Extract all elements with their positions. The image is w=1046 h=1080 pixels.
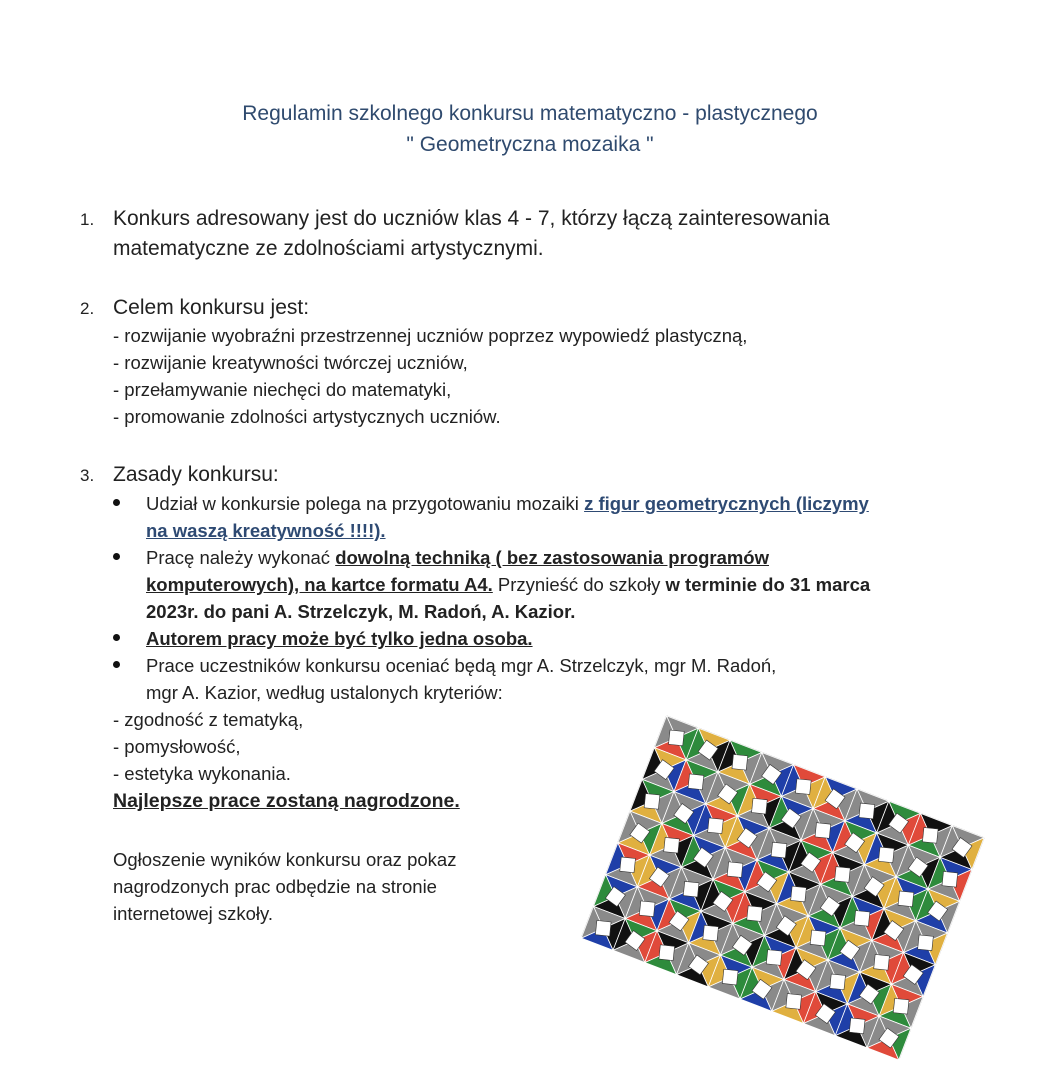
mosaic-square [859,803,875,819]
bullet-icon [113,634,120,641]
mosaic-square [795,779,811,795]
mosaic-square [688,774,704,790]
mosaic-square [722,969,738,985]
mosaic-square [898,891,914,907]
rule-2-format: komputerowych), na kartce formatu A4. [146,574,493,595]
mosaic-square [786,994,802,1010]
mosaic-square [727,862,743,878]
section-2-heading: Celem konkursu jest: [113,296,310,319]
mosaic-square [703,925,719,941]
mosaic-square [810,930,826,946]
mosaic-square [835,867,851,883]
section-1-line-1: Konkurs adresowany jest do uczniów klas 4 - 7, którzy łączą zainteresowania [113,207,830,230]
goal-item: - promowanie zdolności artystycznych uczniów. [113,406,501,427]
mosaic-square [830,974,846,990]
rule-4-line-1: Prace uczestników konkursu oceniać będą mgr A. Strzelczyk, mgr M. Radoń, [146,655,777,676]
mosaic-square [854,911,870,927]
criterion-item: - pomysłowość, [113,736,241,757]
title-line-2: " Geometryczna mozaika " [406,133,654,156]
section-2-number: 2. [80,299,95,318]
mosaic-square [771,842,787,858]
mosaic-square [752,798,768,814]
mosaic-square [620,857,636,873]
mosaic-square [595,920,611,936]
mosaic-square [683,881,699,897]
goal-item: - rozwijanie wyobraźni przestrzennej uczniów poprzez wypowiedź plastyczną, [113,325,748,346]
rule-2-technique: dowolną techniką ( bez zastosowania programów [335,547,769,568]
bullet-icon [113,661,120,668]
mosaic-square [708,818,724,834]
section-1-number: 1. [80,210,95,229]
rule-2-text: Pracę należy wykonać [146,547,336,568]
mosaic-square [874,954,890,970]
rule-1 [146,490,1006,517]
mosaic-square [732,754,748,770]
mosaic-square [747,906,763,922]
bullet-icon [113,553,120,560]
criterion-item: - estetyka wykonania. [113,763,291,784]
rule-1-highlight: z figur geometrycznych (liczymy [584,493,869,514]
mosaic-square [942,871,958,887]
mosaic-square [918,935,934,951]
announcement-line: Ogłoszenie wyników konkursu oraz pokaz [113,849,457,870]
mosaic-square [791,886,807,902]
mosaic-square [664,837,680,853]
awards-note: Najlepsze prace zostaną nagrodzone. [113,790,460,812]
rule-2-deadline: w terminie do 31 marca [665,574,871,595]
section-3-number: 3. [80,466,95,485]
mosaic-square [669,730,685,746]
section-3-heading: Zasady konkursu: [113,463,279,486]
mosaic-square [879,847,895,863]
section-1-line-2: matematyczne ze zdolnościami artystycznymi. [113,237,544,260]
rule-3: Autorem pracy może być tylko jedna osoba. [146,628,533,649]
rule-2 [146,544,1006,571]
title-line-1: Regulamin szkolnego konkursu matematyczno - plastycznego [242,102,818,125]
goal-item: - przełamywanie niechęci do matematyki, [113,379,452,400]
mosaic-square [849,1018,865,1034]
rule-4-line-2: mgr A. Kazior, według ustalonych kryteriów: [146,682,503,703]
announcement-line: internetowej szkoły. [113,903,274,924]
criterion-item: - zgodność z tematyką, [113,709,304,730]
mosaic-square [644,794,660,810]
mosaic-square [922,828,938,844]
mosaic-square [639,901,655,917]
mosaic-square [766,950,782,966]
announcement-line: nagrodzonych prac odbędzie na stronie [113,876,437,897]
mosaic-square [893,998,909,1014]
rule-2-cont [146,571,1006,598]
goal-item: - rozwijanie kreatywności twórczej uczniów, [113,352,468,373]
mosaic-tiles [581,716,984,1060]
rule-1-highlight-cont: na waszą kreatywność !!!!). [146,520,386,541]
document-title [0,98,1046,160]
rule-2-deliver: Przynieść do szkoły [492,574,666,595]
bullet-icon [113,499,120,506]
mosaic-square [659,945,675,961]
geometric-mosaic-image [578,712,988,1062]
rule-1-text: Udział w konkursie polega na przygotowaniu mozaiki [146,493,585,514]
rule-2-teachers: 2023r. do pani A. Strzelczyk, M. Radoń, A. Kazior. [146,601,576,622]
mosaic-square [815,823,831,839]
